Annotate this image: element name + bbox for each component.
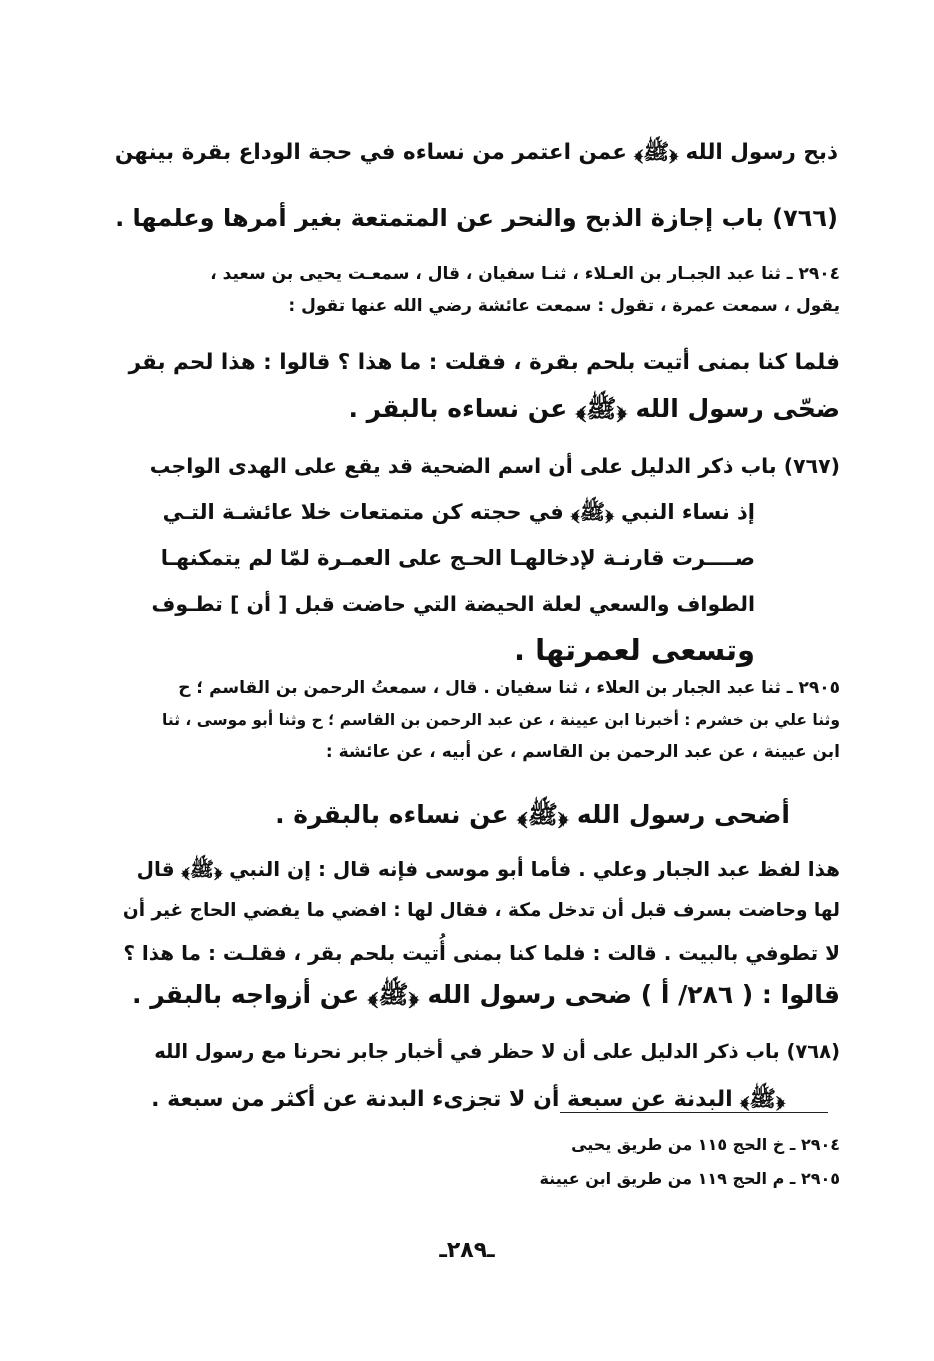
isnad-line: يقول ، سمعت عمرة ، تقول : سمعت عائشة رضي الله عنها تقول : (288, 296, 840, 316)
hadith-2905-commentary (120, 848, 840, 1016)
heading-line: صــــرت قارنـة لإدخالهـا الحـج على العمـرة لمّا لم يتمكنهـا (160, 546, 755, 570)
hadith-2904-text (120, 340, 840, 432)
footnotes (300, 1128, 840, 1196)
heading-line: وتسعى لعمرتها . (513, 633, 755, 667)
text-line: لها وحاضت بسرف قبل أن تدخل مكة ، فقال لها : افضي ما يفضي الحاج غير أن (122, 900, 840, 921)
isnad-line: وثنا علي بن خشرم : أخبرنا ابن عيينة ، عن عبد الرحمن بن القاسم ؛ ح وثنا أبو موسى ، ثنا (162, 711, 840, 729)
chapter-heading-766 (110, 196, 838, 240)
chapter-heading-768 (150, 1028, 840, 1124)
footnote-2904: ٢٩٠٤ ـ خ الحج ١١٥ من طريق يحيى (571, 1135, 840, 1154)
footnote-divider (560, 1112, 828, 1113)
text-line: هذا لفظ عبد الجبار وعلي . فأما أبو موسى فإنه قال : إن النبي ﴿ﷺ﴾ قال (136, 857, 840, 881)
isnad-line: ٢٩٠٤ ـ ثنا عبد الجبـار بن العـلاء ، ثنـا سفيان ، قال ، سمعـت يحيى بن سعيد ، (210, 264, 840, 284)
heading-line: (٧٦٧) باب ذكر الدليل على أن اسم الضحية قد يقع على الهدى الواجب (149, 454, 840, 478)
hadith-2905-isnad (150, 672, 840, 768)
heading-line: الطواف والسعي لعلة الحيضة التي حاضت قبل [ أن ] تطـوف (151, 592, 755, 616)
isnad-line: ابن عيينة ، عن عبد الرحمن بن القاسم ، عن أبيه ، عن عائشة : (325, 742, 840, 762)
text-line: ضحّى رسول الله ﴿ﷺ﴾ عن نساءه بالبقر . (348, 394, 840, 423)
text-line: أضحى رسول الله ﴿ﷺ﴾ عن نساءه بالبقرة . (275, 800, 790, 829)
text-line: قالوا : ( ٢٨٦/ أ ) ضحى رسول الله ﴿ﷺ﴾ عن أزواجه بالبقر . (132, 980, 840, 1009)
hadith-2904-isnad (150, 258, 840, 322)
chapter-heading-767 (150, 443, 840, 673)
page-number: ـ٢٨٩ـ (439, 1238, 495, 1263)
text-line: لا تطوفي بالبيت . قالت : فلما كنا بمنى أُتيت بلحم بقر ، فقلـت : ما هذا ؟ (123, 941, 840, 965)
hadith-2905-text (150, 794, 790, 836)
top-paragraph (110, 132, 838, 174)
text-line: ذبح رسول الله ﴿ﷺ﴾ عمن اعتمر من نساءه في حجة الوداع بقرة بينهن (114, 140, 838, 165)
heading-line: إذ نساء النبي ﴿ﷺ﴾ في حجته كن متمتعات خلا عائشـة التـي (162, 500, 755, 524)
heading-line: ﴿ﷺ﴾ البدنة عن سبعة أن لا تجزىء البدنة عن أكثر من سبعة . (151, 1087, 785, 1112)
heading-line: (٧٦٦) باب إجازة الذبح والنحر عن المتمتعة بغير أمرها وعلمها . (115, 204, 838, 232)
isnad-line: ٢٩٠٥ ـ ثنا عبد الجبار بن العلاء ، ثنا سفيان . قال ، سمعتُ الرحمن بن القاسم ؛ ح (178, 678, 840, 698)
footnote-2905: ٢٩٠٥ ـ م الحج ١١٩ من طريق ابن عيينة (539, 1169, 840, 1188)
text-line: فلما كنا بمنى أتيت بلحم بقرة ، فقلت : ما هذا ؟ قالوا : هذا لحم بقر (128, 350, 840, 375)
heading-line: (٧٦٨) باب ذكر الدليل على أن لا حظر في أخبار جابر نحرنا مع رسول الله (154, 1040, 840, 1063)
